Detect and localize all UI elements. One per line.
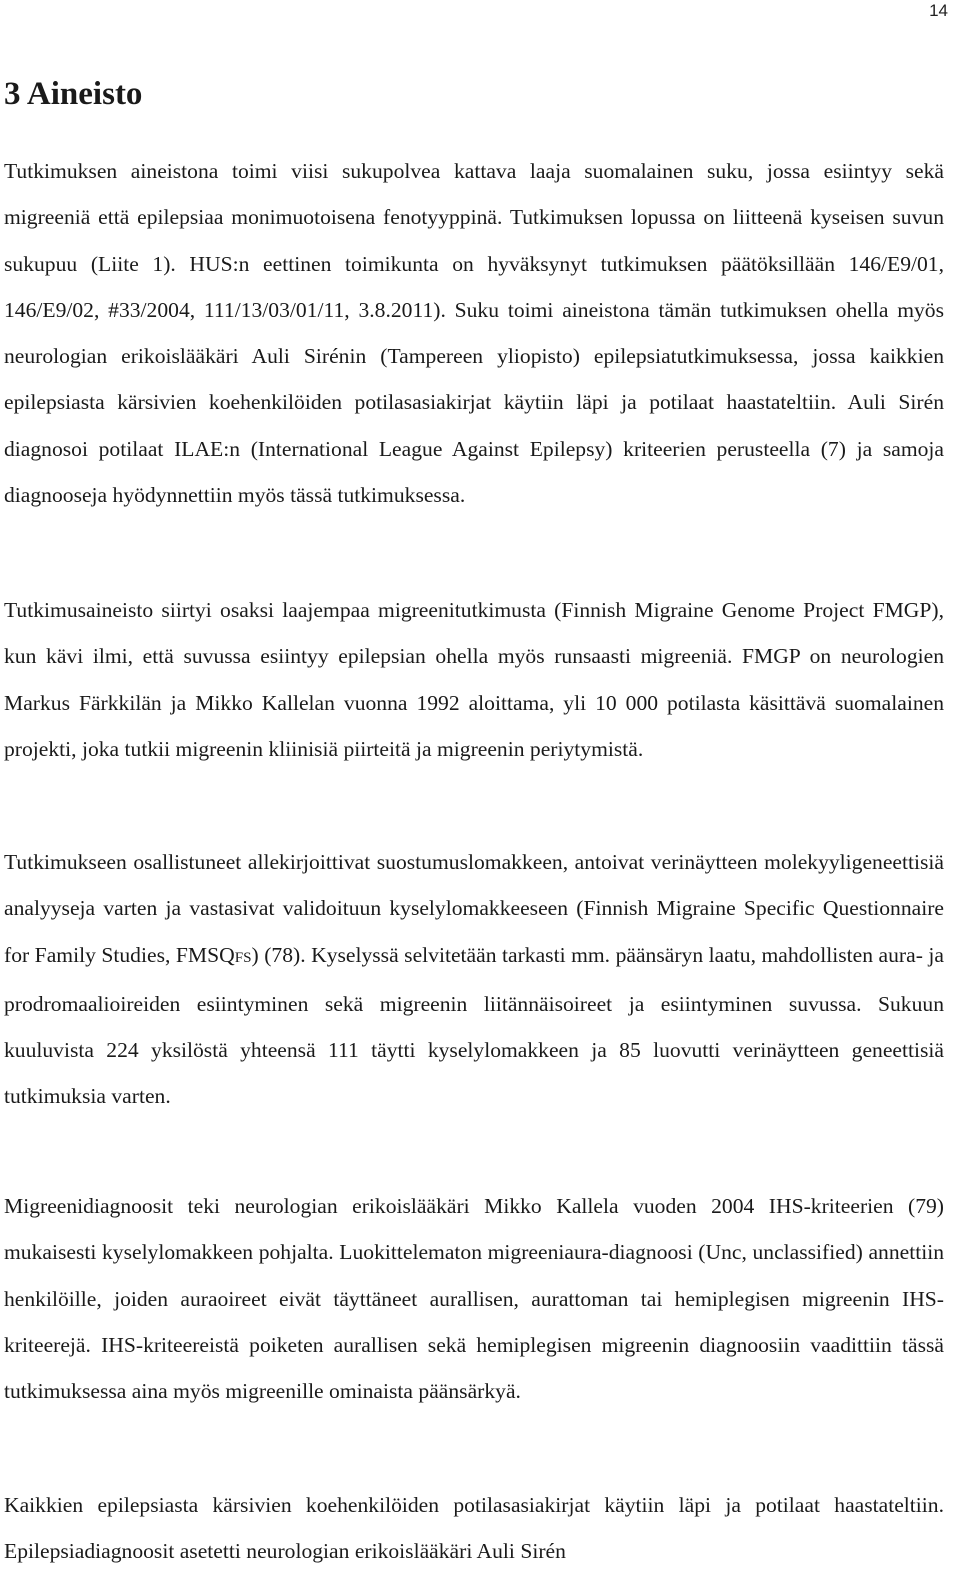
paragraph-4: Migreenidiagnoosit teki neurologian erikoislääkäri Mikko Kallela vuoden 2004 IHS-kriteerien (79) mukaisesti kyselylomakkeen pohjalta. Luokittelematon migreeniaura-diagnoosi (Unc, unclassified) annettiin henkilöille, joiden auraoireet eivät täyttäneet aurallisen, aurattoman tai hemiplegisen migreenin IHS-kriteerejä. IHS-kriteereistä poiketen aurallisen sekä hemiplegisen migreenin diagnoosiin vaadittiin tässä tutkimuksessa aina myös migreenille ominaista päänsärkyä. <box>4 1194 944 1404</box>
paragraph-2: Tutkimusaineisto siirtyi osaksi laajempaa migreenitutkimusta (Finnish Migraine Genome Project FMGP), kun kävi ilmi, että suvussa esiintyy epilepsian ohella myös runsaasti migreeniä. FMGP on neurologien Markus Färkkilän ja Mikko Kallelan vuonna 1992 aloittama, yli 10 000 potilasta käsittävä suomalainen projekti, joka tutkii migreenin kliinisiä piirteitä ja migreenin periytymistä. <box>4 598 944 761</box>
page-number: 14 <box>929 1 948 20</box>
paragraph-3-text-start: Tutkimukseen osallistuneet allekirjoittivat suostumuslomakkeen, antoivat verinäytteen molekyyligeneettisiä analyyseja varten ja vastasivat validoituun kyselylomakkeeseen (Finnish Migraine Specific Questionnaire for Family Studies, FMSQ <box>4 850 944 967</box>
paragraph-5: Kaikkien epilepsiasta kärsivien koehenkilöiden potilasasiakirjat käytiin läpi ja potilaat haastateltiin. Epilepsiadiagnoosit asetetti neurologian erikoislääkäri Auli Sirén <box>4 1493 944 1564</box>
paragraph-3 <box>4 839 944 1120</box>
fs-subscript: FS <box>234 949 252 966</box>
paragraph-1: Tutkimuksen aineistona toimi viisi sukupolvea kattava laaja suomalainen suku, jossa esiintyy sekä migreeniä että epilepsiaa monimuotoisena fenotyyppinä. Tutkimuksen lopussa on liitteenä kyseisen suvun sukupuu (Liite 1). HUS:n eettinen toimikunta on hyväksynyt tutkimuksen päätöksillään 146/E9/01, 146/E9/02, #33/2004, 111/13/03/01/11, 3.8.2011). Suku toimi aineistona tämän tutkimuksen ohella myös neurologian erikoislääkäri Auli Sirénin (Tampereen yliopisto) epilepsiatutkimuksessa, jossa kaikkien epilepsiasta kärsivien koehenkilöiden potilasasiakirjat käytiin läpi ja potilaat haastateltiin. Auli Sirén diagnosoi potilaat ILAE:n (International League Against Epilepsy) kriteerien perusteella (7) ja samoja diagnooseja hyödynnettiin myös tässä tutkimuksessa. <box>4 159 944 508</box>
section-heading: 3 Aineisto <box>4 76 143 112</box>
paragraph-3-text-end: ) (78). Kyselyssä selvitetään tarkasti mm. päänsäryn laatu, mahdollisten aura- ja prodromaalioireiden esiintyminen sekä migreenin liitännäisoireet ja esiintyminen suvussa. Sukuun kuuluvista 224 yksilöstä yhteensä 111 täytti kyselylomakkeen ja 85 luovutti verinäytteen geneettisiä tutkimuksia varten. <box>4 942 944 1109</box>
